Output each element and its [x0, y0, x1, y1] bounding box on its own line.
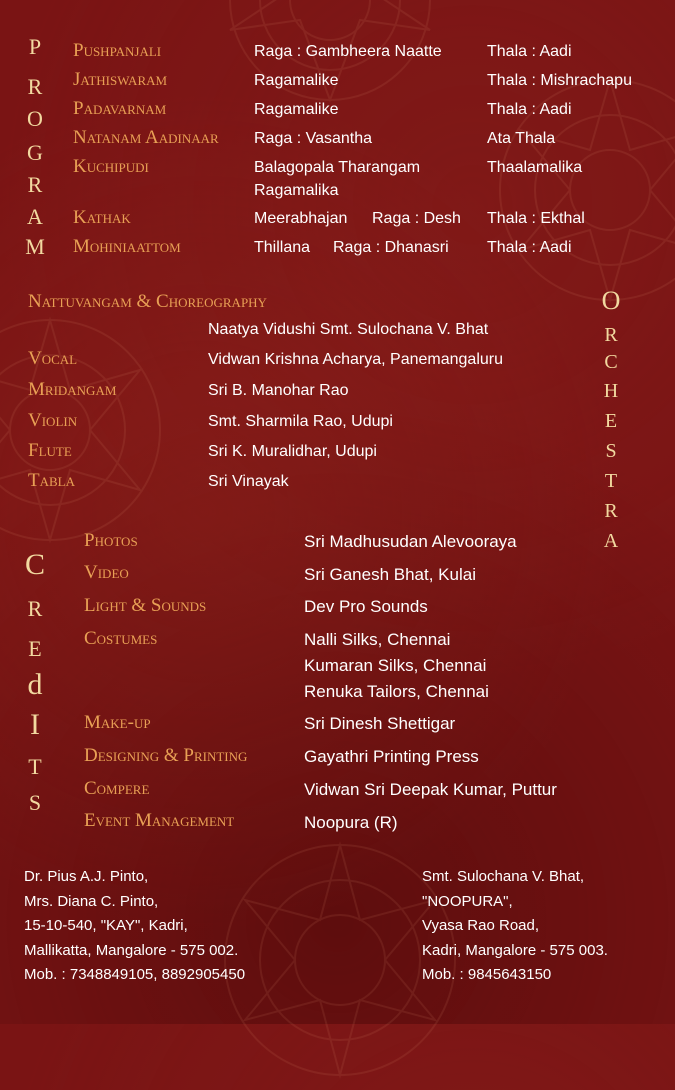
credit-name: Sri Dinesh Shettigar — [304, 714, 456, 733]
address-right — [422, 865, 608, 988]
orchestra-letter: C — [604, 351, 618, 373]
program-item-thala: Thala : Aadi — [487, 101, 572, 118]
program-item-name: Mohiniaattom — [73, 236, 181, 257]
credits-letter: R — [27, 596, 43, 621]
program-item-raga-detail: Raga : Desh — [372, 210, 461, 227]
orchestra-letter: T — [604, 470, 618, 492]
program-item-raga: Ragamalike — [254, 101, 339, 118]
program-item-raga: Balagopala Tharangam — [254, 159, 421, 176]
credit-name: Noopura (R) — [304, 813, 398, 832]
credit-name: Sri Ganesh Bhat, Kulai — [304, 565, 476, 584]
orchestra-letter: R — [604, 324, 618, 346]
address-line: Mob. : 7348849105, 8892905450 — [24, 966, 246, 983]
credit-role: Compere — [84, 778, 150, 799]
orchestra-artist: Smt. Sharmila Rao, Udupi — [208, 413, 393, 430]
credit-name: Gayathri Printing Press — [304, 747, 479, 766]
orchestra-artist: Sri K. Muralidhar, Udupi — [208, 443, 377, 460]
program-letter: A — [27, 204, 43, 229]
program-item-raga: Raga : Gambheera Naatte — [254, 43, 442, 60]
mandala-ornament-right — [480, 60, 675, 320]
credits-letter: E — [28, 636, 42, 661]
credits-letter: S — [28, 790, 42, 815]
program-item-thala: Thala : Ekthal — [487, 210, 585, 227]
address-line: Mob. : 9845643150 — [422, 966, 552, 983]
orchestra-letter: E — [604, 410, 618, 432]
address-line: Kadri, Mangalore - 575 003. — [422, 941, 608, 959]
credit-role: Costumes — [84, 628, 158, 649]
orchestra-letter: S — [605, 440, 617, 462]
program-item-thala: Thala : Aadi — [487, 43, 572, 60]
program-item-raga: Raga : Vasantha — [254, 130, 373, 147]
orchestra-letter: R — [604, 500, 618, 522]
program-item-raga: Thillana — [254, 239, 311, 256]
credit-name-line2: Kumaran Silks, Chennai — [304, 656, 487, 675]
nattuvangam-name: Naatya Vidushi Smt. Sulochana V. Bhat — [208, 321, 489, 338]
credit-role: Designing & Printing — [84, 745, 248, 766]
address-left — [24, 865, 245, 988]
address-line: "NOOPURA", — [422, 892, 513, 910]
program-item-name: Kuchipudi — [73, 156, 149, 177]
program-item-raga: Meerabhajan — [254, 210, 348, 227]
program-item-thala: Thala : Aadi — [487, 239, 572, 256]
credits-letter: d — [27, 668, 43, 701]
credits-letter: I — [30, 708, 40, 741]
address-line: Mallikatta, Mangalore - 575 002. — [24, 941, 239, 959]
credits-letter: C — [24, 548, 45, 581]
credit-role: Event Management — [84, 810, 235, 831]
address-line: 15-10-540, "KAY", Kadri, — [24, 917, 188, 934]
credit-role: Make-up — [84, 712, 151, 733]
program-item-name: Natanam Aadinaar — [73, 127, 219, 148]
credit-name-line3: Renuka Tailors, Chennai — [304, 682, 489, 701]
program-item-name: Pushpanjali — [73, 40, 162, 61]
program-item-raga: Ragamalike — [254, 72, 339, 89]
credit-name: Sri Madhusudan Alevooraya — [304, 532, 517, 551]
nattuvangam-heading: Nattuvangam & Choreography — [28, 291, 267, 312]
program-letter: R — [27, 74, 43, 99]
orchestra-letter: O — [601, 286, 621, 315]
orchestra-artist: Sri Vinayak — [208, 473, 289, 490]
credits-letter: T — [28, 754, 42, 779]
program-item-thala: Thala : Mishrachapu — [487, 72, 632, 89]
orchestra-letter: H — [603, 380, 619, 402]
address-line: Vyasa Rao Road, — [422, 917, 540, 934]
orchestra-role: Vocal — [28, 348, 78, 369]
credit-role: Light & Sounds — [84, 595, 207, 616]
program-letter: P — [28, 34, 42, 59]
orchestra-role: Violin — [28, 410, 78, 431]
credit-role: Photos — [84, 530, 138, 551]
program-letter: M — [25, 234, 45, 259]
credit-name: Vidwan Sri Deepak Kumar, Puttur — [304, 780, 557, 799]
program-item-name: Kathak — [73, 207, 131, 228]
program-letter: G — [27, 140, 43, 165]
program-item-thala: Ata Thala — [487, 130, 556, 147]
program-item-name: Padavarnam — [73, 98, 167, 119]
orchestra-role: Tabla — [28, 470, 75, 491]
credit-name: Nalli Silks, Chennai — [304, 630, 451, 649]
program-letter: O — [27, 106, 43, 131]
program-item-thala: Thaalamalika — [487, 159, 583, 176]
orchestra-artist: Sri B. Manohar Rao — [208, 382, 349, 399]
program-item-raga-detail: Raga : Dhanasri — [333, 239, 449, 256]
address-line: Mrs. Diana C. Pinto, — [24, 892, 159, 910]
orchestra-letter: A — [603, 530, 619, 552]
address-line: Dr. Pius A.J. Pinto, — [24, 868, 149, 885]
orchestra-role: Flute — [28, 440, 72, 461]
program-letter: R — [27, 172, 43, 197]
program-item-name: Jathiswaram — [73, 69, 168, 90]
orchestra-artist: Vidwan Krishna Acharya, Panemangaluru — [208, 351, 503, 368]
orchestra-role: Mridangam — [28, 379, 117, 400]
program-item-raga-line2: Ragamalika — [254, 182, 339, 199]
credit-role: Video — [84, 562, 129, 583]
credit-name: Dev Pro Sounds — [304, 597, 428, 616]
address-line: Smt. Sulochana V. Bhat, — [422, 868, 585, 885]
mandala-ornament-left — [0, 300, 180, 560]
